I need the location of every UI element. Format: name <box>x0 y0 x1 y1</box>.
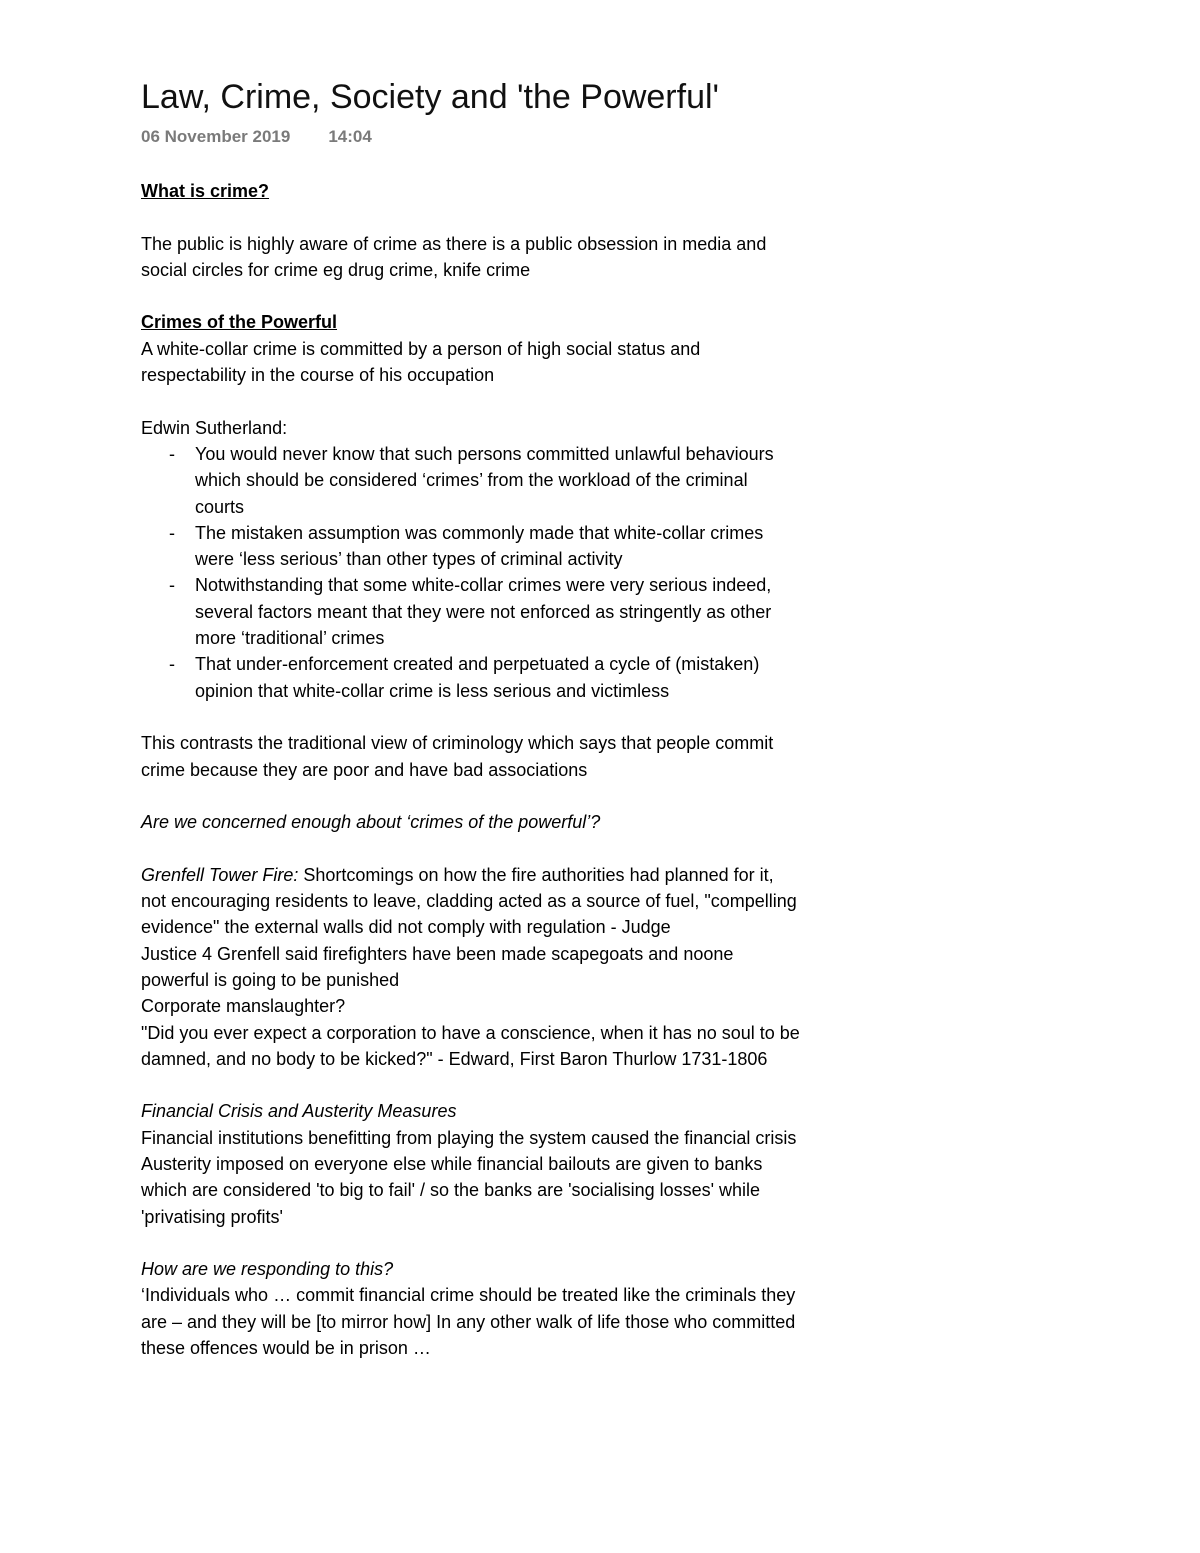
paragraph-traditional-view: This contrasts the traditional view of criminology which says that people commit crime because they are poor and have bad associations <box>141 733 774 780</box>
paragraph-thurlow-quote: "Did you ever expect a corporation to have a conscience, when it has no soul to be damned, and no body to be kicked?" - Edward, First Baron Thurlow 1731-1806 <box>141 1022 800 1069</box>
note-date: 06 November 2019 <box>141 127 291 146</box>
page-title: Law, Crime, Society and 'the Powerful' <box>141 78 720 116</box>
paragraph-public-awareness: The public is highly aware of crime as there is a public obsession in media and social circles for crime eg drug crime, knife crime <box>141 233 767 280</box>
list-item: - Notwithstanding that some white-collar crimes were very serious indeed, several factors meant that they were not enforced as stringently as other more ‘traditional’ crimes <box>195 572 801 651</box>
list-item: - You would never know that such persons committed unlawful behaviours which should be considered ‘crimes’ from the workload of the criminal courts <box>195 441 801 520</box>
text-grenfell: Shortcomings on how the fire authorities had planned for it, not encouraging residents to leave, cladding acted as a source of fuel, "compelling evidence" the external walls did not comply with regulation - Judge <box>141 864 797 938</box>
sutherland-points-list <box>141 441 801 704</box>
note-body <box>141 178 801 1361</box>
paragraph-white-collar-definition: A white-collar crime is committed by a person of high social status and respectability in the course of his occupation <box>141 338 701 386</box>
list-item: - That under-enforcement created and perpetuated a cycle of (mistaken) opinion that white-collar crime is less serious and victimless <box>195 651 801 704</box>
paragraph-corporate-manslaughter: Corporate manslaughter? <box>141 996 346 1017</box>
paragraph-austerity: Austerity imposed on everyone else while financial bailouts are given to banks which are considered 'to big to fail' / so the banks are 'socialising losses' while 'privatising profits' <box>141 1153 763 1227</box>
heading-financial-crisis: Financial Crisis and Austerity Measures <box>141 1101 457 1122</box>
label-grenfell: Grenfell Tower Fire: <box>141 864 299 885</box>
paragraph-justice-4-grenfell: Justice 4 Grenfell said firefighters have been made scapegoats and noone powerful is going to be punished <box>141 943 734 990</box>
paragraph-responding-quote: ‘Individuals who … commit financial crime should be treated like the criminals they are – and they will be [to mirror how] In any other walk of life those who committed these offences would be in prison … <box>141 1285 796 1359</box>
question-concerned-enough: Are we concerned enough about ‘crimes of the powerful’? <box>141 812 601 833</box>
note-time: 14:04 <box>328 127 372 146</box>
list-item: - The mistaken assumption was commonly made that white-collar crimes were ‘less serious’ than other types of criminal activity <box>195 520 801 573</box>
paragraph-grenfell <box>141 862 801 941</box>
heading-what-is-crime: What is crime? <box>141 181 270 201</box>
paragraph-financial-institutions: Financial institutions benefitting from playing the system caused the financial crisis <box>141 1127 797 1148</box>
label-edwin-sutherland: Edwin Sutherland: <box>141 417 288 438</box>
question-how-responding: How are we responding to this? <box>141 1259 394 1280</box>
note-metadata <box>141 127 372 147</box>
heading-crimes-of-powerful: Crimes of the Powerful <box>141 312 338 333</box>
